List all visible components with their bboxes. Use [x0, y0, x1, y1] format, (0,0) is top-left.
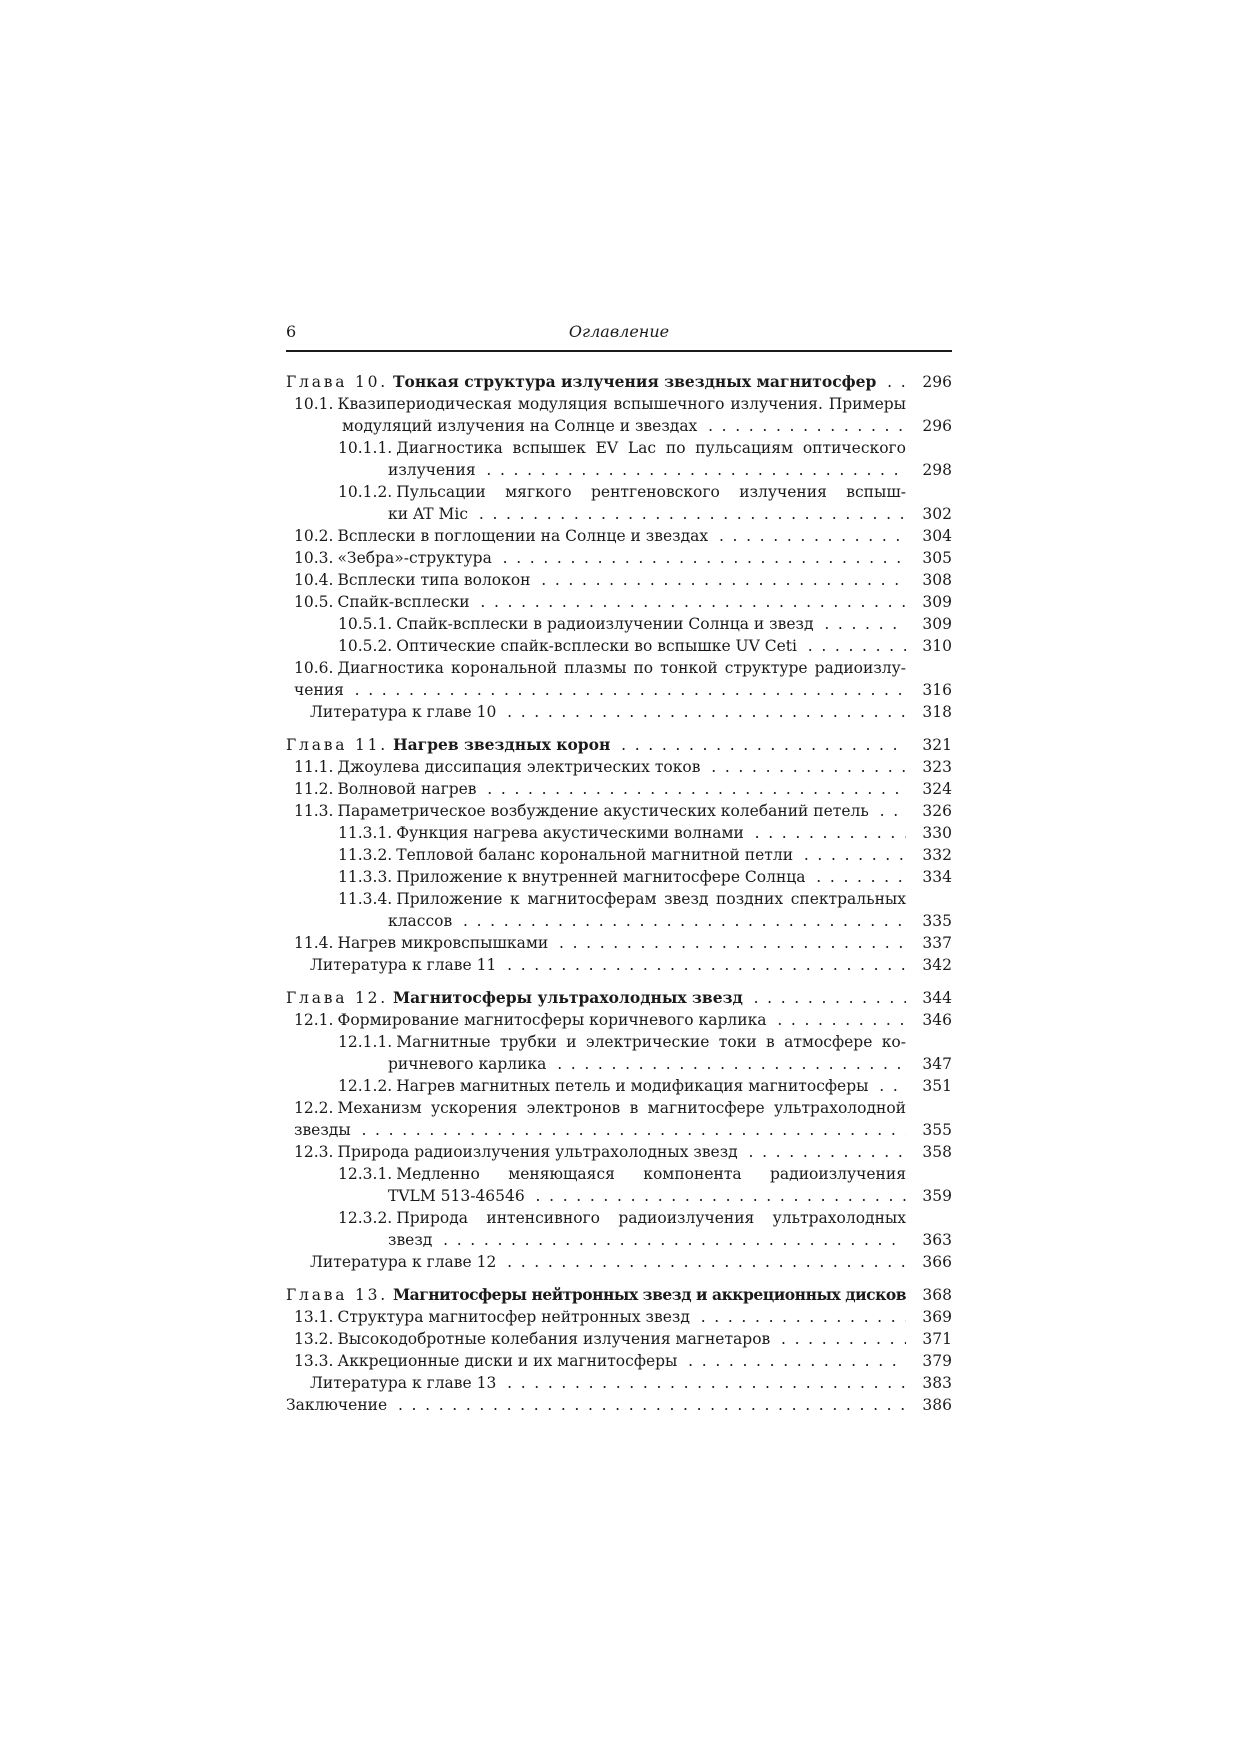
- page-number: 6: [286, 322, 297, 341]
- section-number: 12.1.1.: [338, 1033, 393, 1051]
- entry-text: Спайк-всплески в радиоизлучении Солнца и звезд: [396, 615, 814, 633]
- toc-entry-12-1-1[interactable]: [286, 1031, 952, 1075]
- page-ref: 363: [922, 1231, 952, 1249]
- toc-entry-11-2[interactable]: [286, 778, 952, 800]
- chapter-title: Магнитосферы ультрахолодных звезд: [392, 988, 743, 1007]
- toc-entry-10-6[interactable]: [286, 657, 952, 701]
- page-ref: 371: [922, 1330, 952, 1348]
- toc-entry-10-2[interactable]: [286, 525, 952, 547]
- page-ref: 359: [922, 1187, 952, 1205]
- entry-text: Структура магнитосфер нейтронных звезд: [337, 1308, 690, 1326]
- section-number: 13.3.: [294, 1352, 334, 1370]
- chapter-heading[interactable]: [286, 987, 952, 1009]
- page-ref: 334: [922, 868, 952, 886]
- section-number: 12.1.2.: [338, 1077, 393, 1095]
- section-number: 11.3.: [294, 802, 334, 820]
- running-header: [286, 322, 952, 348]
- entry-text: Литература к главе 12 . . .: [286, 1251, 906, 1273]
- entry-text: Литература к главе 13 . . .: [286, 1372, 906, 1394]
- toc-entry-13-2[interactable]: [286, 1328, 952, 1350]
- toc-entry-12-2[interactable]: [286, 1097, 952, 1141]
- entry-text: Природа интенсивного радиоизлучения ультрахолодных: [396, 1209, 906, 1227]
- page-ref: 332: [922, 846, 952, 864]
- section-number: 10.4.: [294, 571, 334, 589]
- chapter-label: Глава 12.: [286, 989, 389, 1007]
- chapter-label: Глава 13.: [286, 1286, 389, 1304]
- toc-entry-13-1[interactable]: [286, 1306, 952, 1328]
- section-number: 11.3.2.: [338, 846, 393, 864]
- section-number: 11.3.3.: [338, 868, 393, 886]
- chapter-11: [286, 734, 952, 976]
- entry-text-cont: ки AT Mic . . .: [338, 503, 906, 525]
- chapter-title: Тонкая структура излучения звездных магнитосфер: [392, 372, 877, 391]
- chapter-10: [286, 371, 952, 723]
- entry-text-cont: ричневого карлика . . .: [338, 1053, 906, 1075]
- page-ref: 296: [922, 417, 952, 435]
- page-ref: 308: [922, 571, 952, 589]
- toc-entry-literature-13[interactable]: [286, 1372, 952, 1394]
- entry-text: Всплески типа волокон: [337, 571, 531, 589]
- toc-entry-11-3-3[interactable]: [286, 866, 952, 888]
- page-ref: 298: [922, 461, 952, 479]
- section-number: 12.1.: [294, 1011, 334, 1029]
- chapter-title: Магнитосферы нейтронных звезд и аккреционных дисков: [392, 1285, 906, 1304]
- entry-text-cont: звезд . . .: [338, 1229, 906, 1251]
- toc-entry-10-5-1[interactable]: [286, 613, 952, 635]
- entry-text: Волновой нагрев: [337, 780, 477, 798]
- page-ref: 342: [922, 956, 952, 974]
- toc-entry-12-3-2[interactable]: [286, 1207, 952, 1251]
- chapter-label: Глава 11.: [286, 736, 389, 754]
- page-ref: 351: [922, 1077, 952, 1095]
- toc-entry-10-4[interactable]: [286, 569, 952, 591]
- chapter-heading[interactable]: [286, 734, 952, 756]
- chapter-heading[interactable]: [286, 1284, 952, 1306]
- section-number: 10.1.: [294, 395, 334, 413]
- chapter-title: Нагрев звездных корон: [392, 735, 611, 754]
- entry-text-cont: излучения . . .: [338, 459, 906, 481]
- table-of-contents: [286, 371, 952, 1416]
- header-rule: [286, 350, 952, 352]
- toc-entry-12-3[interactable]: [286, 1141, 952, 1163]
- toc-entry-11-3[interactable]: [286, 800, 952, 822]
- toc-entry-conclusion[interactable]: [286, 1394, 952, 1416]
- page-ref: 347: [922, 1055, 952, 1073]
- page-ref: 337: [922, 934, 952, 952]
- entry-text: Медленно меняющаяся компонента радиоизлучения: [396, 1165, 906, 1183]
- toc-entry-11-3-1[interactable]: [286, 822, 952, 844]
- section-number: 11.2.: [294, 780, 334, 798]
- toc-entry-12-3-1[interactable]: [286, 1163, 952, 1207]
- entry-text-cont: классов . . .: [338, 910, 906, 932]
- entry-text: Всплески в поглощении на Солнце и звездах: [337, 527, 709, 545]
- entry-text-cont: модуляций излучения на Солнце и звездах . . .: [294, 415, 906, 437]
- section-number: 10.1.2.: [338, 483, 393, 501]
- page-ref: 346: [922, 1011, 952, 1029]
- toc-entry-11-1[interactable]: [286, 756, 952, 778]
- toc-entry-11-3-4[interactable]: [286, 888, 952, 932]
- page-ref: 318: [922, 703, 952, 721]
- section-number: 12.3.1.: [338, 1165, 393, 1183]
- entry-text: Тепловой баланс корональной магнитной петли: [396, 846, 794, 864]
- toc-entry-10-1-2[interactable]: [286, 481, 952, 525]
- entry-text: «Зебра»-структура: [337, 549, 492, 567]
- entry-text: Квазипериодическая модуляция вспышечного излучения. Примеры: [337, 395, 906, 413]
- section-number: 11.3.4.: [338, 890, 393, 908]
- page-ref: 323: [922, 758, 952, 776]
- page-ref: 309: [922, 593, 952, 611]
- chapter-13: [286, 1284, 952, 1394]
- section-number: 13.2.: [294, 1330, 334, 1348]
- toc-entry-13-3[interactable]: [286, 1350, 952, 1372]
- chapter-12: [286, 987, 952, 1273]
- page-ref: 309: [922, 615, 952, 633]
- page-ref: 316: [922, 681, 952, 699]
- toc-entry-10-5[interactable]: [286, 591, 952, 613]
- entry-text: Приложение к магнитосферам звезд поздних спектральных: [396, 890, 906, 908]
- page-ref: 383: [922, 1374, 952, 1392]
- entry-text: Функция нагрева акустическими волнами: [396, 824, 744, 842]
- page-ref: 324: [922, 780, 952, 798]
- toc-entry-10-1-1[interactable]: [286, 437, 952, 481]
- entry-text: Джоулева диссипация электрических токов: [337, 758, 701, 776]
- entry-text: Литература к главе 11 . . .: [286, 954, 906, 976]
- section-number: 10.2.: [294, 527, 334, 545]
- entry-text: Спайк-всплески: [337, 593, 470, 611]
- toc-entry-11-3-2[interactable]: [286, 844, 952, 866]
- entry-text: Природа радиоизлучения ультрахолодных звезд: [337, 1143, 738, 1161]
- chapter-label: Глава 10.: [286, 373, 389, 391]
- page-ref: 330: [922, 824, 952, 842]
- page-ref: 305: [922, 549, 952, 567]
- section-number: 12.2.: [294, 1099, 334, 1117]
- page-ref: 368: [922, 1286, 952, 1304]
- entry-text: Литература к главе 10 . . .: [286, 701, 906, 723]
- entry-text-cont: TVLM 513-46546 . . .: [338, 1185, 906, 1207]
- page-ref: 326: [922, 802, 952, 820]
- running-title: Оглавление: [568, 322, 670, 341]
- toc-entry-literature-10[interactable]: [286, 701, 952, 723]
- page-ref: 335: [922, 912, 952, 930]
- page-ref: 302: [922, 505, 952, 523]
- section-number: 13.1.: [294, 1308, 334, 1326]
- entry-text: Пульсации мягкого рентгеновского излучения вспыш-: [396, 483, 906, 501]
- section-number: 10.5.: [294, 593, 334, 611]
- section-number: 11.1.: [294, 758, 334, 776]
- section-number: 11.3.1.: [338, 824, 393, 842]
- page-ref: 344: [922, 989, 952, 1007]
- entry-text: Заключение . . .: [286, 1394, 906, 1416]
- toc-entry-10-5-2[interactable]: [286, 635, 952, 657]
- entry-text: Формирование магнитосферы коричневого карлика: [337, 1011, 767, 1029]
- toc-entry-10-3[interactable]: [286, 547, 952, 569]
- toc-entry-literature-11[interactable]: [286, 954, 952, 976]
- section-number: 10.5.2.: [338, 637, 393, 655]
- section-number: 11.4.: [294, 934, 334, 952]
- section-number: 10.6.: [294, 659, 334, 677]
- toc-page: [286, 322, 952, 1416]
- page-ref: 379: [922, 1352, 952, 1370]
- section-number: 12.3.: [294, 1143, 334, 1161]
- entry-text: Диагностика вспышек EV Lac по пульсациям оптического: [396, 439, 906, 457]
- entry-text: Механизм ускорения электронов в магнитосфере ультрахолодной: [337, 1099, 906, 1117]
- page-ref: 358: [922, 1143, 952, 1161]
- page-ref: 296: [922, 373, 952, 391]
- entry-text-cont: чения . . .: [294, 679, 906, 701]
- toc-entry-literature-12[interactable]: [286, 1251, 952, 1273]
- page-ref: 369: [922, 1308, 952, 1326]
- toc-entry-11-4[interactable]: [286, 932, 952, 954]
- page-ref: 386: [922, 1396, 952, 1414]
- entry-text: Высокодобротные колебания излучения магнетаров: [337, 1330, 771, 1348]
- section-number: 10.3.: [294, 549, 334, 567]
- entry-text: Магнитные трубки и электрические токи в атмосфере ко-: [396, 1033, 906, 1051]
- section-number: 12.3.2.: [338, 1209, 393, 1227]
- toc-entry-10-1[interactable]: [286, 393, 952, 437]
- entry-text: Параметрическое возбуждение акустических колебаний петель: [337, 802, 869, 820]
- page-ref: 321: [922, 736, 952, 754]
- entry-text-cont: звезды . . .: [294, 1119, 906, 1141]
- page-ref: 355: [922, 1121, 952, 1139]
- chapter-heading[interactable]: [286, 371, 952, 393]
- entry-text: Диагностика корональной плазмы по тонкой структуре радиоизлу-: [337, 659, 906, 677]
- entry-text: Приложение к внутренней магнитосфере Солнца: [396, 868, 806, 886]
- page-ref: 366: [922, 1253, 952, 1271]
- entry-text: Нагрев микровспышками: [337, 934, 549, 952]
- entry-text: Нагрев магнитных петель и модификация магнитосферы: [396, 1077, 869, 1095]
- page-ref: 304: [922, 527, 952, 545]
- entry-text: Аккреционные диски и их магнитосферы: [337, 1352, 678, 1370]
- toc-entry-12-1[interactable]: [286, 1009, 952, 1031]
- entry-text: Оптические спайк-всплески во вспышке UV Ceti: [396, 637, 797, 655]
- section-number: 10.1.1.: [338, 439, 393, 457]
- section-number: 10.5.1.: [338, 615, 393, 633]
- toc-entry-12-1-2[interactable]: [286, 1075, 952, 1097]
- page-ref: 310: [922, 637, 952, 655]
